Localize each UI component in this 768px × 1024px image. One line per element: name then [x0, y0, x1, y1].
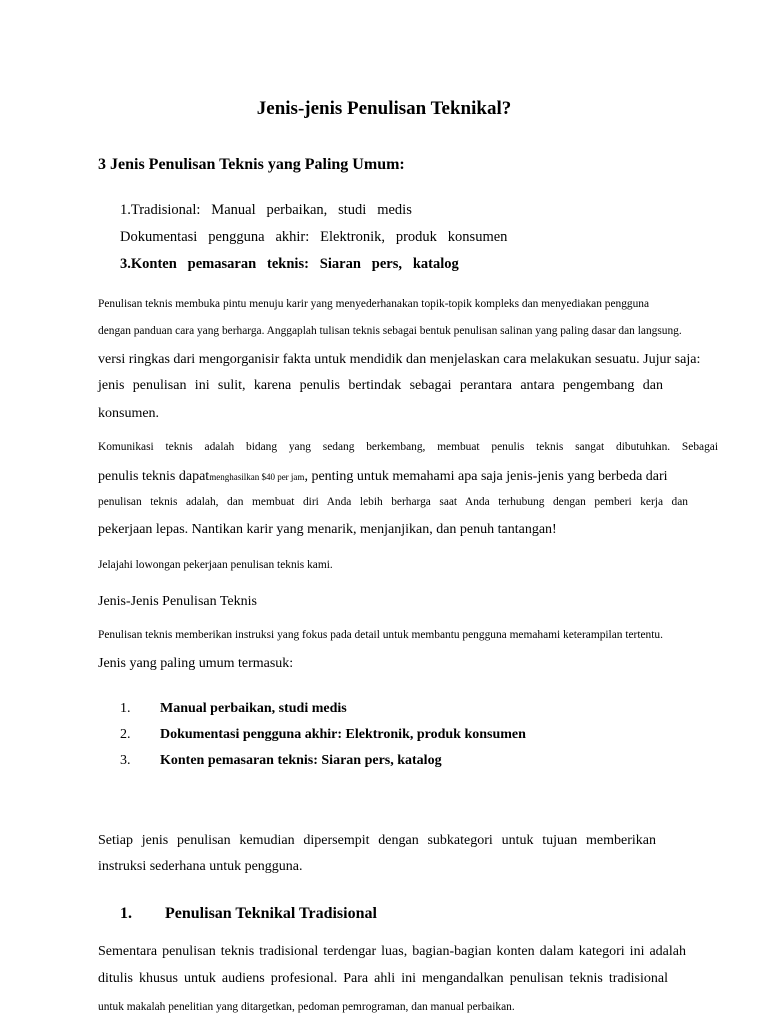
page-title: Jenis-jenis Penulisan Teknikal?: [256, 98, 512, 119]
section-2-heading: [0, 905, 768, 929]
paragraph-3-line: Jenis yang paling umum termasuk:: [98, 656, 294, 671]
paragraph-2-line: Komunikasi teknis adalah bidang yang sedang berkembang, membuat penulis teknis sangat dibutuhkan. Sebagai: [98, 441, 718, 453]
top-list-item-3: 3.Konten pemasaran teknis: Siaran pers, katalog: [120, 256, 459, 272]
paragraph-1-line: Penulisan teknis membuka pintu menuju karir yang menyederhanakan topik-topik kompleks dan menyediakan pengguna: [98, 298, 650, 310]
paragraph-2-line: [98, 469, 668, 485]
section-2-number: 1.: [120, 905, 132, 922]
paragraph-5-line: ditulis khusus untuk audiens profesional. Para ahli ini mengandalkan penulisan teknis tradisional: [98, 971, 668, 986]
paragraph-5-line: Sementara penulisan teknis tradisional terdengar luas, bagian-bagian konten dalam kategori ini adalah: [98, 944, 686, 959]
paragraph-2-line: penulisan teknis adalah, dan membuat diri Anda lebih berharga saat Anda terhubung dengan pemberi kerja dan: [98, 496, 688, 508]
list-text: Dokumentasi pengguna akhir: Elektronik, produk konsumen: [160, 727, 526, 742]
list-item: [0, 701, 768, 721]
top-list-item-2: Dokumentasi pengguna akhir: Elektronik, produk konsumen: [120, 229, 508, 245]
top-list-item-1: 1.Tradisional: Manual perbaikan, studi medis: [120, 202, 412, 218]
list-text: Konten pemasaran teknis: Siaran pers, katalog: [160, 753, 442, 768]
list-text: Manual perbaikan, studi medis: [160, 701, 347, 716]
paragraph-3-line: Penulisan teknis memberikan instruksi yang fokus pada detail untuk membantu pengguna memahami keterampilan tertentu.: [98, 629, 663, 641]
paragraph-2-text: , penting untuk memahami apa saja jenis-jenis yang berbeda dari: [304, 469, 668, 484]
paragraph-2-text: penulis teknis dapat: [98, 469, 210, 484]
list-item: [0, 727, 768, 747]
salary-note: menghasilkan $40 per jam: [209, 472, 305, 482]
paragraph-1-line: dengan panduan cara yang berharga. Anggaplah tulisan teknis sebagai bentuk penulisan salinan yang paling dasar dan langsung.: [98, 325, 682, 337]
paragraph-1-line: versi ringkas dari mengorganisir fakta untuk mendidik dan menjelaskan cara melakukan sesuatu. Jujur saja:: [98, 352, 701, 367]
section-2-title: Penulisan Teknikal Tradisional: [165, 905, 377, 922]
paragraph-5-line: untuk makalah penelitian yang ditargetkan, pedoman pemrograman, dan manual perbaikan.: [98, 1001, 515, 1013]
paragraph-4-line: instruksi sederhana untuk pengguna.: [98, 859, 303, 874]
list-number: 1.: [120, 701, 131, 716]
paragraph-1-line: konsumen.: [98, 406, 160, 421]
explore-jobs-text: Jelajahi lowongan pekerjaan penulisan teknis kami.: [98, 559, 333, 571]
paragraph-4-line: Setiap jenis penulisan kemudian dipersempit dengan subkategori untuk tujuan memberikan: [98, 833, 656, 848]
subtitle: 3 Jenis Penulisan Teknis yang Paling Umum:: [98, 156, 405, 173]
list-number: 2.: [120, 727, 131, 742]
section-heading: Jenis-Jenis Penulisan Teknis: [98, 594, 257, 609]
list-number: 3.: [120, 753, 131, 768]
list-item: [0, 753, 768, 773]
paragraph-2-line: pekerjaan lepas. Nantikan karir yang menarik, menjanjikan, dan penuh tantangan!: [98, 522, 557, 537]
paragraph-1-line: jenis penulisan ini sulit, karena penulis bertindak sebagai perantara antara pengembang dan: [98, 378, 663, 393]
